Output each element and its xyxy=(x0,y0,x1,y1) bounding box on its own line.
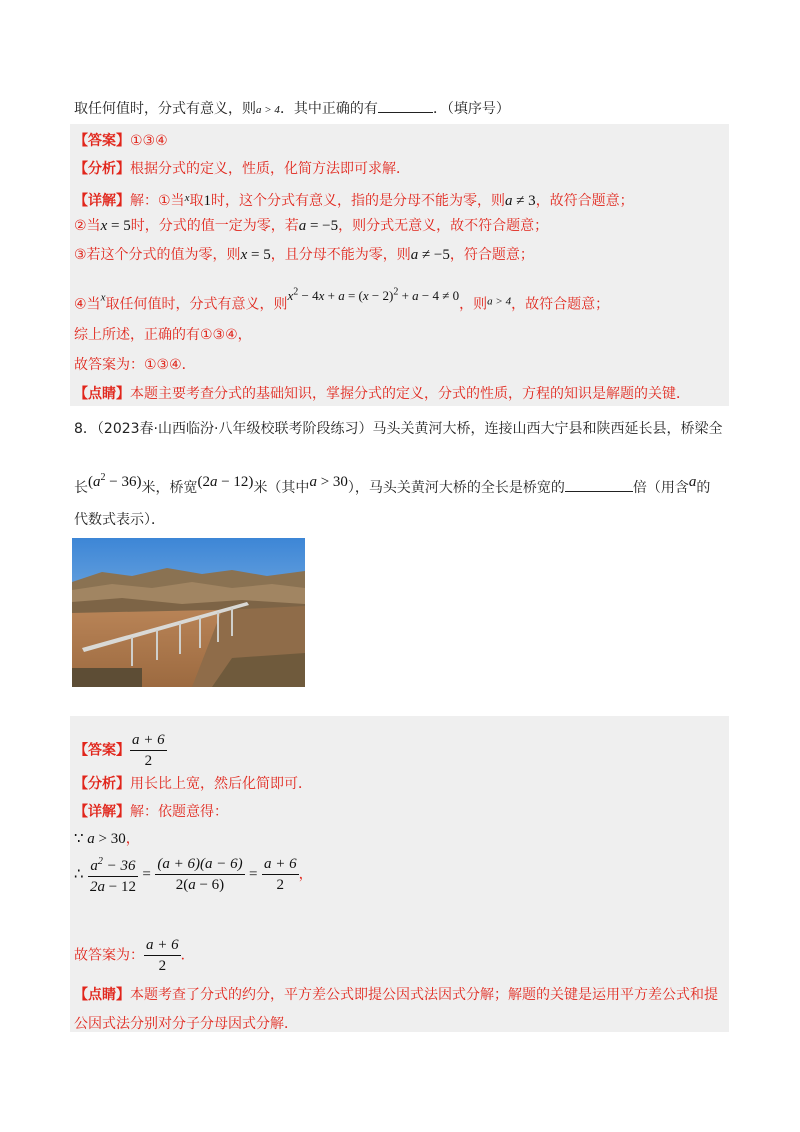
q7-answer-line xyxy=(74,131,168,151)
d4b: 取任何值时，分式有意义，则 xyxy=(105,296,288,313)
detail-text: 解：依题意得： xyxy=(130,804,228,820)
d3c: ，符合题意； xyxy=(449,247,534,263)
d3b: ，且分母不能为零，则 xyxy=(270,247,411,263)
frac-original: $\frac{a^2 - 36}{2a - 12}$ xyxy=(90,856,136,895)
final-text: 故答案为： xyxy=(74,947,144,964)
q7-detail-line-4 xyxy=(74,283,609,314)
q8-therefore-line: ∴ $\frac{a^2 - 36}{2a - 12}$ = $\frac{(a + 6)(a - 6)}{2(a - 6)}$ = $\frac{a + 6}{2}$ ， xyxy=(74,852,313,897)
q8-line1-text: 马头关黄河大桥，连接山西大宁县和陕西延长县，桥梁全 xyxy=(372,421,723,437)
q7-comment-line xyxy=(74,384,690,404)
d2b: 时，分式的值一定为零，若 xyxy=(130,218,299,234)
q8-l2b: 米，桥宽 xyxy=(141,480,198,496)
math-bridge-width: (2a − 12) xyxy=(197,474,254,490)
q7-analysis-line xyxy=(74,159,410,179)
q7-detail-line-1: 【详解】解：①当$^x$取1时，这个分式有意义，指的是分母不能为零，则a ≠ 3，故符合题意； xyxy=(74,192,634,209)
math-a: a xyxy=(688,474,697,490)
math-therefore: ∴ xyxy=(74,866,84,883)
d1c: 时，这个分式有意义，指的是分母不能为零，则 xyxy=(210,193,505,209)
q8-l2f: 的 xyxy=(696,480,711,496)
d1b: 取 xyxy=(189,193,204,209)
math-a-eq-neg5: a xyxy=(298,218,307,234)
detail-label: 【详解】 xyxy=(74,193,130,209)
math-because: ∵ a > 30 xyxy=(74,831,126,847)
q7-final: 故答案为：①③④． xyxy=(74,357,196,373)
q8-source: （2023春·山西临汾·八年级校联考阶段练习） xyxy=(96,421,373,437)
bridge-photo-svg xyxy=(72,538,305,687)
math-x-eq-5b: x xyxy=(240,247,248,263)
q8-comment-line-2: 公因式法分别对分子分母因式分解． xyxy=(74,1016,298,1032)
q8-comment-line-1 xyxy=(74,985,718,1005)
answer-label: 【答案】 xyxy=(74,742,130,759)
d2c: ，则分式无意义，故不符合题意； xyxy=(338,218,549,234)
d4d: ，故符合题意； xyxy=(511,296,610,313)
q8-l2c: 米（其中 xyxy=(253,480,310,496)
q8-l2d: ），马头关黄河大桥的全长是桥宽的 xyxy=(347,480,565,496)
q8-analysis-line xyxy=(74,774,312,794)
analysis-text: 用长比上宽，然后化简即可． xyxy=(130,776,312,792)
math-x: x xyxy=(184,192,190,204)
frac-factored: $\frac{(a + 6)(a - 6)}{2(a - 6)}$ xyxy=(157,856,243,893)
q7-detail-line-2: ②当x = 5时，分式的值一定为零，若a = −5，则分式无意义，故不符合题意； xyxy=(74,218,549,234)
analysis-text: 根据分式的定义，性质，化简方法即可求解． xyxy=(130,161,410,177)
q8-because-line: ∵ a > 30， xyxy=(74,831,140,847)
q8-line-3: 代数式表示）． xyxy=(74,512,165,528)
q7-tail-text2: ．其中正确的有 xyxy=(279,101,378,117)
analysis-label: 【分析】 xyxy=(74,776,130,792)
detail-label: 【详解】 xyxy=(74,804,130,820)
q8-l2a: 长 xyxy=(74,480,88,496)
q7-fill-note: ．（填序号） xyxy=(432,101,510,117)
q8-final-line: 故答案为： $\frac{a + 6}{2}$ ． xyxy=(74,937,195,974)
math-a-gt-4: a > 4 xyxy=(487,295,512,308)
d4a: ④当 xyxy=(74,296,101,313)
q7-answer-blank xyxy=(378,98,433,113)
bridge-photo xyxy=(72,538,305,687)
q8-line-1 xyxy=(74,419,722,439)
final-fraction: $\frac{a + 6}{2}$ xyxy=(146,937,179,974)
q8-answer-blank xyxy=(565,477,633,492)
math-discriminant: $x^2 - 4x + a = (x - 2)^2 + a - 4 \ne 0$ xyxy=(287,287,460,304)
comment-label: 【点睛】 xyxy=(74,386,130,402)
q8-answer-line xyxy=(74,730,167,771)
answer-label: 【答案】 xyxy=(74,133,130,149)
answer-value: ①③④ xyxy=(130,133,168,149)
q8-number: 8． xyxy=(74,421,97,437)
comment-label: 【点睛】 xyxy=(74,987,130,1003)
math-1: 1 xyxy=(203,193,211,209)
frac-simplified: $\frac{a + 6}{2}$ xyxy=(263,856,297,893)
d3a: ③若这个分式的值为零，则 xyxy=(74,247,241,263)
q7-summary: 综上所述，正确的有①③④， xyxy=(74,327,252,343)
d1d: ，故符合题意； xyxy=(535,193,634,209)
q8-l2e: 倍（用含 xyxy=(632,480,689,496)
q7-cond: a > 4 xyxy=(256,104,280,116)
d2a: ②当 xyxy=(74,218,101,234)
q8-detail-line xyxy=(74,802,228,822)
math-a-neq-neg5: a xyxy=(410,247,419,263)
comment-text-1: 本题考查了分式的约分，平方差公式即提公因式法因式分解；解题的关键是运用平方差公式和提 xyxy=(130,987,718,1003)
math-x-eq-5: x xyxy=(100,218,108,234)
math-a-gt-30: a > 30 xyxy=(309,474,348,490)
comment-text: 本题主要考查分式的基础知识，掌握分式的定义，分式的性质，方程的知识是解题的关键． xyxy=(130,386,690,402)
answer-fraction: $\frac{a + 6}{2}$ xyxy=(132,732,165,769)
q8-line-2 xyxy=(74,468,710,498)
math-x2: x xyxy=(100,291,106,304)
d4c: ，则 xyxy=(459,296,488,313)
analysis-label: 【分析】 xyxy=(74,161,130,177)
d1a: 解：①当 xyxy=(130,193,185,209)
math-bridge-length: $(a^2 - 36)$ xyxy=(88,472,142,490)
q7-detail-line-3: ③若这个分式的值为零，则x = 5，且分母不能为零，则a ≠ −5，符合题意； xyxy=(74,247,534,263)
q7-tail-text: 取任何值时，分式有意义，则 xyxy=(74,101,256,117)
q7-tail-line xyxy=(74,98,510,120)
math-a-neq-3: a xyxy=(504,193,513,209)
